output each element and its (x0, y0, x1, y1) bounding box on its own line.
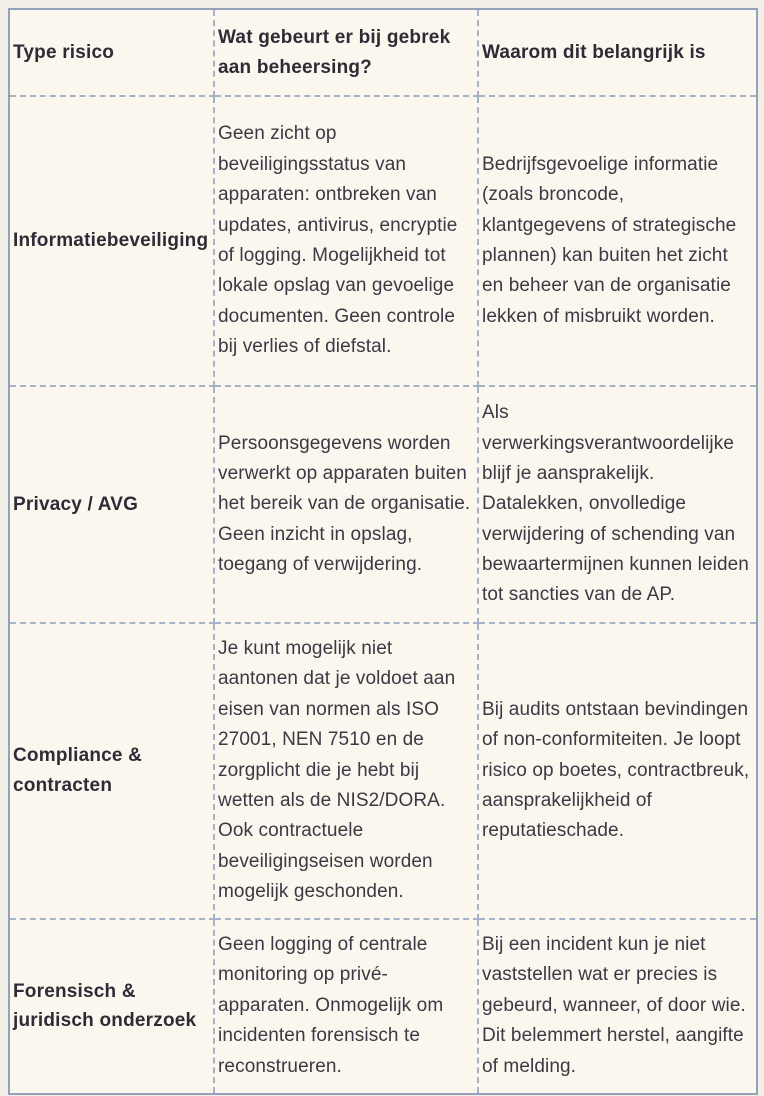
risk-why-cell: Bedrijfsgevoelige informatie (zoals broncode, klantgegevens of strategische plannen) kan buiten het zicht en beheer van de organisatie lekken of misbruikt worden. (478, 96, 757, 386)
risk-why-cell: Als verwerkingsverantwoordelijke blijf je aansprakelijk. Datalekken, onvolledige verwijdering of schending van bewaartermijnen kunnen leiden tot sancties van de AP. (478, 386, 757, 623)
risk-type-label: Informatiebeveiliging (9, 96, 214, 386)
table-row-privacy-avg (9, 386, 757, 623)
risk-why-cell: Bij audits ontstaan bevindingen of non-conformiteiten. Je loopt risico op boetes, contractbreuk, aansprakelijkheid of reputatieschade. (478, 623, 757, 919)
risk-what-cell: Geen zicht op beveiligingsstatus van apparaten: ontbreken van updates, antivirus, encryptie of logging. Mogelijkheid tot lokale opslag van gevoelige documenten. Geen controle bij verlies of diefstal. (214, 96, 478, 386)
risk-what-cell: Je kunt mogelijk niet aantonen dat je voldoet aan eisen van normen als ISO 27001, NEN 7510 en de zorgplicht die je hebt bij wetten als de NIS2/DORA. Ook contractuele beveiligingseisen worden mogelijk geschonden. (214, 623, 478, 919)
table-row-compliance-contracten (9, 623, 757, 919)
risk-type-label: Forensisch & juridisch onderzoek (9, 919, 214, 1094)
risk-type-label: Compliance & contracten (9, 623, 214, 919)
table-row-forensisch-juridisch (9, 919, 757, 1094)
risk-type-label: Privacy / AVG (9, 386, 214, 623)
risk-what-cell: Geen logging of centrale monitoring op privé-apparaten. Onmogelijk om incidenten forensisch te reconstrueren. (214, 919, 478, 1094)
risk-what-cell: Persoonsgegevens worden verwerkt op apparaten buiten het bereik van de organisatie. Geen inzicht in opslag, toegang of verwijdering. (214, 386, 478, 623)
table-row-informatiebeveiliging (9, 96, 757, 386)
risk-why-cell: Bij een incident kun je niet vaststellen wat er precies is gebeurd, wanneer, of door wie. Dit belemmert herstel, aangifte of melding. (478, 919, 757, 1094)
column-header-type-risico: Type risico (9, 9, 214, 96)
risk-table (8, 8, 758, 1095)
column-header-waarom-belangrijk: Waarom dit belangrijk is (478, 9, 757, 96)
table-header-row (9, 9, 757, 96)
column-header-gebrek-beheersing: Wat gebeurt er bij gebrek aan beheersing? (214, 9, 478, 96)
